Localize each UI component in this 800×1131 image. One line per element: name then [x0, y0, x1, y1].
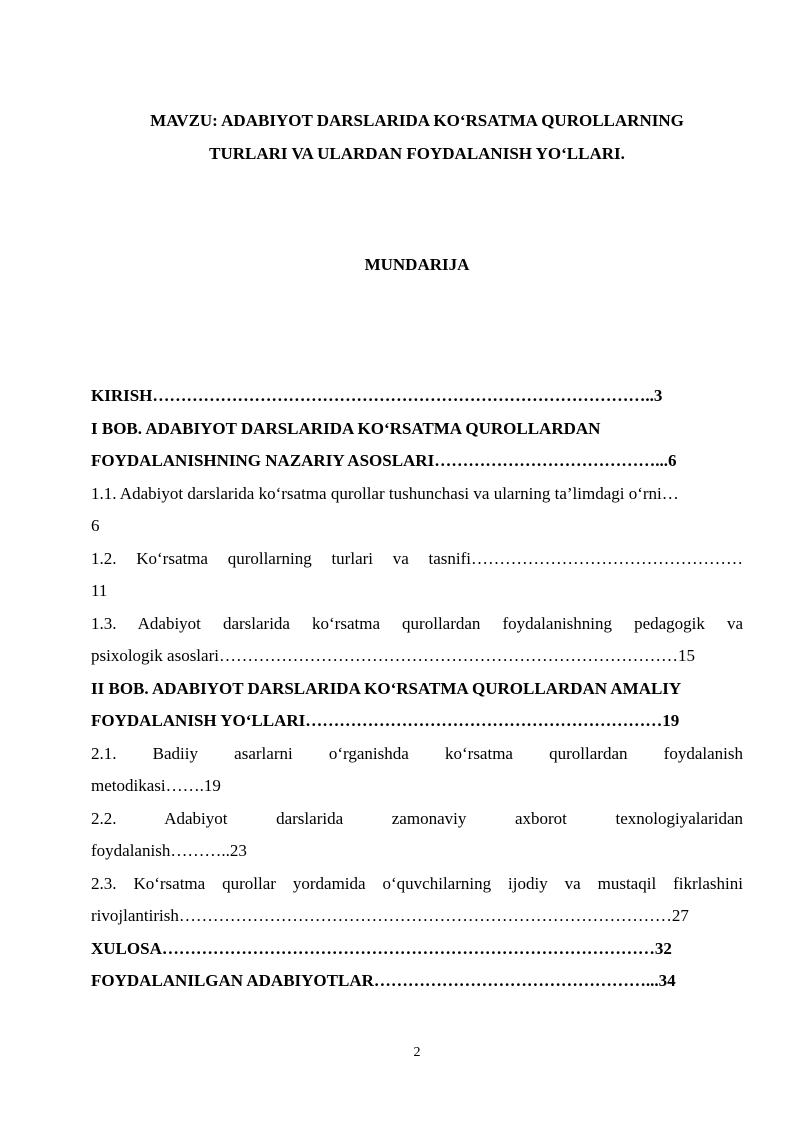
- toc-section-1-1-line-2: 6: [91, 516, 100, 535]
- toc-bibliography: FOYDALANILGAN ADABIYOTLAR…………………………………………...34: [91, 971, 676, 990]
- toc-chapter-1-line-1: I BOB. ADABIYOT DARSLARIDA KO‘RSATMA QUROLLARDAN: [91, 418, 601, 438]
- toc-chapter-1-line-2: FOYDALANISHNING NAZARIY ASOSLARI…………………………………...6: [91, 451, 677, 470]
- toc-section-1-2-line-2: 11: [91, 581, 108, 600]
- contents-heading: MUNDARIJA: [364, 255, 470, 274]
- toc-section-1-1-line-1: 1.1. Adabiyot darslarida ko‘rsatma qurollar tushunchasi va ularning ta’limdagi o‘rni…: [91, 483, 679, 503]
- topic-title-line-2: TURLARI VA ULARDAN FOYDALANISH YO‘LLARI.: [209, 144, 625, 163]
- toc-section-2-2-line-1: 2.2. Adabiyot darslarida zamonaviy axborot texnologiyalaridan: [91, 808, 743, 828]
- toc-section-1-2-line-1: 1.2. Ko‘rsatma qurollarning turlari va tasnifi…………………………………………: [91, 548, 743, 568]
- toc-section-2-3-line-2: rivojlantirish……………………………………………………………………………27: [91, 906, 689, 925]
- toc-section-2-1-line-2: metodikasi…….19: [91, 776, 221, 795]
- topic-title-line-1: MAVZU: ADABIYOT DARSLARIDA KO‘RSATMA QUROLLARNING: [150, 111, 684, 130]
- toc-chapter-2-line-1: II BOB. ADABIYOT DARSLARIDA KO‘RSATMA QUROLLARDAN AMALIY: [91, 678, 682, 698]
- toc-chapter-2-line-2: FOYDALANISH YO‘LLARI………………………………………………………19: [91, 711, 680, 730]
- toc-xulosa: XULOSA……………………………………………………………………………32: [91, 938, 672, 958]
- toc-section-2-3-line-1: 2.3. Ko‘rsatma qurollar yordamida o‘quvchilarning ijodiy va mustaqil fikrlashini: [91, 873, 743, 893]
- toc-section-1-3-line-2: psixologik asoslari………………………………………………………………………15: [91, 646, 695, 665]
- toc-section-2-2-line-2: foydalanish………..23: [91, 841, 247, 860]
- toc-kirish: KIRISH……………………………………………………………………………..3: [91, 386, 663, 405]
- toc-section-2-1-line-1: 2.1. Badiiy asarlarni o‘rganishda ko‘rsatma qurollardan foydalanish: [91, 743, 743, 763]
- toc-section-1-3-line-1: 1.3. Adabiyot darslarida ko‘rsatma qurollardan foydalanishning pedagogik va: [91, 613, 743, 633]
- page-number: 2: [413, 1045, 421, 1060]
- table-of-contents: [91, 380, 743, 998]
